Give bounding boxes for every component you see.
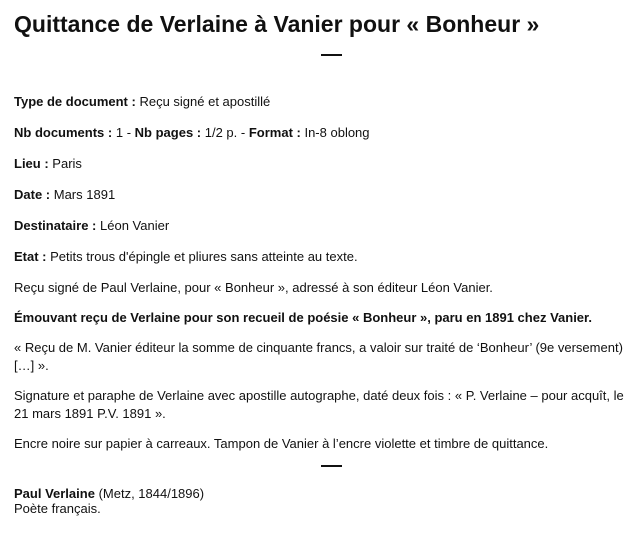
field-lieu: [14, 155, 634, 172]
field-date-value: Mars 1891: [53, 187, 116, 202]
field-separator: -: [237, 125, 249, 140]
bottom-divider: [321, 465, 342, 467]
field-date-label: Date :: [14, 187, 51, 202]
quote-paragraph: « Reçu de M. Vanier éditeur la somme de cinquante francs, a valoir sur traité de ‘Bonheur’ (9e versement) […] ».: [14, 340, 623, 373]
field-lieu-label: Lieu :: [14, 156, 49, 171]
paper-paragraph: Encre noire sur papier à carreaux. Tampon de Vanier à l’encre violette et timbre de quittance.: [14, 436, 549, 451]
field-type: [14, 93, 634, 110]
field-format-value: In-8 oblong: [304, 125, 370, 140]
signature-paragraph: Signature et paraphe de Verlaine avec apostille autographe, daté deux fois : « P. Verlaine – pour acquît, le 21 mars 1891 P.V. 1891 ».: [14, 388, 624, 421]
field-counts: [14, 124, 634, 141]
author-dates: (Metz, 1844/1896): [98, 486, 205, 501]
author-block: [14, 486, 634, 516]
field-destinataire-label: Destinataire :: [14, 218, 97, 233]
title-divider: [321, 54, 342, 56]
highlight-paragraph: Émouvant reçu de Verlaine pour son recueil de poésie « Bonheur », paru en 1891 chez Vanier.: [14, 310, 592, 325]
author-name: Paul Verlaine: [14, 486, 95, 501]
field-destinataire-value: Léon Vanier: [100, 218, 170, 233]
field-lieu-value: Paris: [52, 156, 82, 171]
field-nb-pages-value: 1/2 p.: [204, 125, 238, 140]
metadata-fields: [14, 93, 634, 265]
field-etat-value: Petits trous d'épingle et pliures sans atteinte au texte.: [50, 249, 358, 264]
field-format-label: Format :: [248, 125, 301, 140]
document-page: [14, 0, 634, 516]
field-nb-docs-label: Nb documents :: [14, 125, 113, 140]
field-date: [14, 186, 634, 203]
field-destinataire: [14, 217, 634, 234]
field-type-value: Reçu signé et apostillé: [139, 94, 271, 109]
author-line: [14, 486, 634, 501]
field-etat-label: Etat :: [14, 249, 47, 264]
author-description: Poète français.: [14, 501, 101, 516]
field-type-label: Type de document :: [14, 94, 136, 109]
description-paragraph: Reçu signé de Paul Verlaine, pour « Bonheur », adressé à son éditeur Léon Vanier.: [14, 280, 493, 295]
field-separator: -: [123, 125, 135, 140]
page-title: Quittance de Verlaine à Vanier pour « Bonheur »: [14, 11, 540, 37]
field-nb-docs-value: 1: [115, 125, 124, 140]
field-etat: [14, 248, 634, 265]
field-nb-pages-label: Nb pages :: [134, 125, 202, 140]
